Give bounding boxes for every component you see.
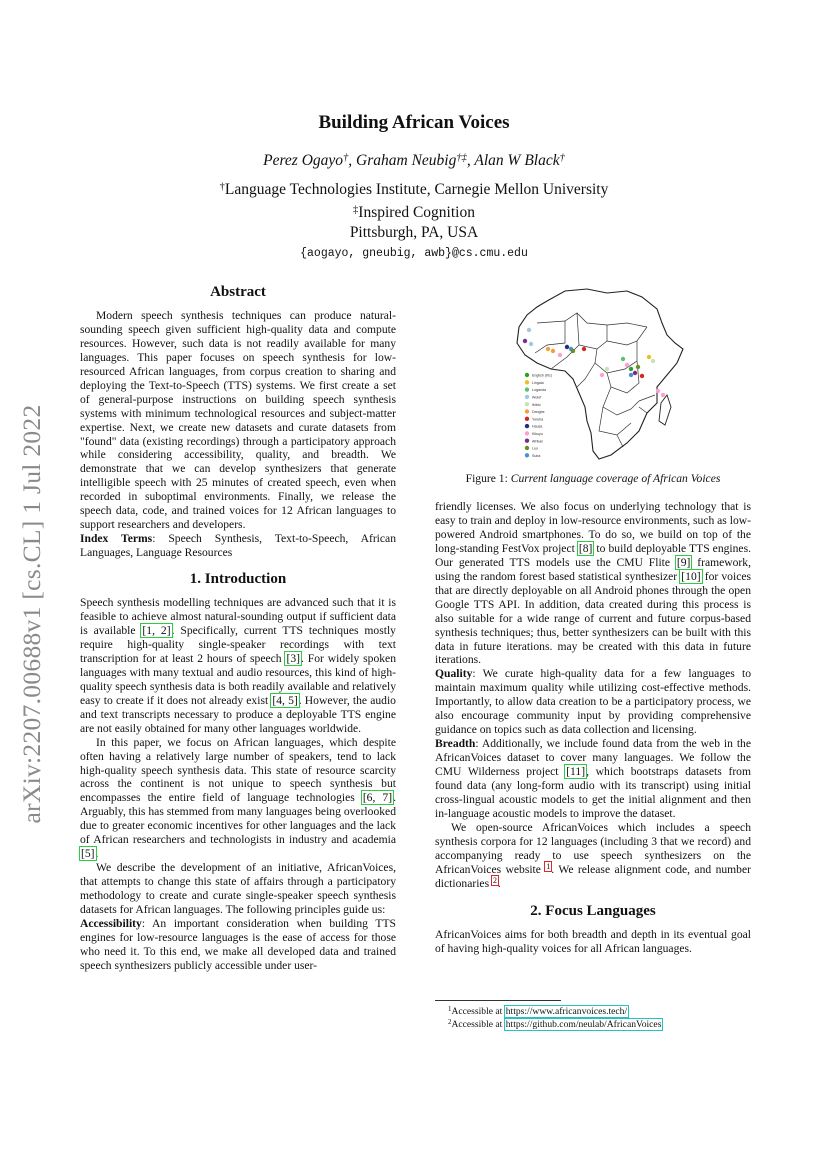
- caption-label: Figure 1:: [465, 472, 511, 485]
- country-borders: [535, 313, 655, 447]
- map-legend: [525, 373, 552, 458]
- legend-label: Ibibio: [532, 402, 541, 407]
- index-terms-text: : Speech Synthesis, Text-to-Speech, African Languages, Language Resources: [80, 532, 396, 560]
- author-list: Perez Ogayo†, Graham Neubig†‡, Alan W Black†: [263, 152, 565, 169]
- citation-link[interactable]: [9]: [676, 555, 691, 569]
- language-dot: [651, 359, 655, 363]
- legend-label: English (KE): [532, 373, 552, 378]
- accessibility-paragraph: Accessibility: An important consideration when building TTS engines for low-resource languages is the ease of access for those who need it. To this end, we make all developed data and trained speech synthesizers publicly accessible under user-: [80, 916, 396, 972]
- quality-paragraph: Quality: We curate high-quality data for a few languages to maintain maximum quality while utilizing cost-effective methods. Importantly, to allow data creation to be a participatory process, we also encourage community input by providing comprehensive guidance on topics such as data collection and licensing.: [435, 667, 751, 737]
- citation-link[interactable]: [10]: [681, 569, 701, 583]
- legend-label: Suba: [532, 453, 541, 458]
- caption-text: Current language coverage of African Voices: [510, 472, 721, 485]
- breadth-paragraph: Breadth: Additionally, we include found data from the web in the AfricanVoices dataset to cover many languages. We follow the CMU Wilderness project [11], which bootstraps datasets from found data (any long-form audio with its transcript) using initial cross-lingual acoustic models to get the initial alignment and then in-language acoustic models to improve the dataset.: [435, 737, 751, 820]
- legend-swatch: [525, 409, 529, 413]
- citation-link[interactable]: [8]: [578, 541, 593, 555]
- citation-link[interactable]: [1, 2]: [142, 623, 171, 637]
- language-dot: [565, 345, 569, 349]
- footnote-url[interactable]: https://www.africanvoices.tech/: [505, 1006, 628, 1017]
- language-dot: [621, 357, 625, 361]
- legend-label: Hausa: [532, 424, 543, 429]
- footnotes: [448, 1006, 748, 1032]
- legend-label: Dangbe: [532, 410, 545, 415]
- right-column: [435, 500, 751, 956]
- language-dot: [640, 374, 644, 378]
- legend-label: Kikuyu: [532, 432, 543, 436]
- footnote-divider: [435, 1000, 561, 1001]
- legend-swatch: [525, 417, 529, 421]
- citation-link[interactable]: [3]: [286, 651, 300, 665]
- legend-swatch: [525, 446, 529, 450]
- legend-swatch: [525, 439, 529, 443]
- language-dot: [647, 355, 651, 359]
- abstract-text: Modern speech synthesis techniques can produce natural-sounding speech given sufficient high-quality data and compute resources. However, such data is not readily available for many languages. This paper focuses on speech synthesis for low-resourced African languages, from corpus creation to sharing and deploying the Text-to-Speech (TTS) systems. We first create a set of general-purpose instructions on building speech synthesis systems with minimum technological resources and subject-matter expertise. Next, we create new datasets and curate datasets from "found" data (existing recordings) through a participatory approach while considering accessibility, quality, and breadth. We demonstrate that we can develop synthesizers that generate intelligible speech with 25 minutes of created speech, even when recorded in suboptimal environments. Finally, we release the speech data, code, and trained voices for 12 African languages to support researchers and developers.: [80, 308, 396, 532]
- language-dot: [633, 371, 637, 375]
- legend-swatch: [525, 373, 529, 377]
- language-dot: [636, 365, 640, 369]
- legend-swatch: [525, 387, 529, 391]
- author-mark: †‡: [456, 152, 467, 164]
- author-email: {aogayo, gneubig, awb}@cs.cmu.edu: [300, 247, 528, 260]
- language-dot: [600, 373, 604, 377]
- affiliation-text: Inspired Cognition: [358, 204, 475, 221]
- left-column: [80, 286, 396, 973]
- intro-paragraph: We describe the development of an initiative, AfricanVoices, that attempts to change this state of affairs through a participatory methodology to create and curate single-speaker speech synthesis datasets for African languages. The following principles guide us:: [80, 861, 396, 917]
- language-dot: [629, 367, 633, 371]
- affiliation: [0, 224, 828, 242]
- language-dots: [523, 328, 665, 397]
- affiliation-mark: †: [219, 181, 225, 193]
- madagascar-outline: [659, 395, 671, 425]
- footnote-url[interactable]: https://github.com/neulab/AfricanVoices: [505, 1018, 662, 1030]
- author-name: Graham Neubig: [356, 152, 457, 169]
- legend-swatch: [525, 424, 529, 428]
- citation-link[interactable]: [4, 5]: [272, 693, 298, 707]
- quality-label: Quality: [435, 667, 473, 681]
- language-dot: [529, 342, 533, 346]
- focus-paragraph: AfricanVoices aims for both breadth and depth in its eventual goal of having high-quality voices for all African languages.: [435, 927, 751, 955]
- affiliation-text: Pittsburgh, PA, USA: [349, 224, 479, 241]
- legend-label: Wolof: [532, 395, 542, 400]
- author-mark: †: [343, 152, 349, 164]
- index-terms-label: Index Terms: [80, 532, 153, 546]
- citation-link[interactable]: [5]: [81, 847, 95, 861]
- open-source-paragraph: We open-source AfricanVoices which includes a speech synthesis corpora for 12 languages (including 3 that we record) and accompanying ready to use speech synthesizers on the AfricanVoices website $^1$. We release alignment code, and number dictionaries $^2$.: [435, 820, 751, 890]
- breadth-label: Breadth: [435, 737, 476, 751]
- legend-swatch: [525, 402, 529, 406]
- africa-language-map: [507, 283, 687, 463]
- intro-paragraph: friendly licenses. We also focus on underlying technology that is easy to train and deploy in low-resource environments, such as low-powered Android smartphones. To do so, we build on top of the long-standing FestVox project [8] to build deployable TTS engines. Our generated TTS models use the CMU Flite [9] framework, using the random forest based statistical synthesizer [10] for voices that are directly deployable on all Android phones through the open Google TTS API. In addition, data created during this process is also suitable for a wide range of current and future corpus-based synthesis techniques; thus, better synthesizers can be built with this data in future iterations. may be created with this data in future iterations.: [435, 500, 752, 667]
- language-dot: [656, 389, 660, 393]
- author-name: Perez Ogayo: [263, 152, 344, 169]
- intro-paragraph: In this paper, we focus on African languages, which despite often having a relatively large number of speakers, tend to lack high-quality speech synthesis data. This state of resource scarcity across the continent is not unique to speech synthesis but encompasses the entire field of language technologies [6, 7]. Arguably, this has stemmed from many languages being overlooked due to greater economic incentives for other languages and the lack of African researchers and technologists in industry and academia [5].: [80, 735, 396, 861]
- footnote-link[interactable]: 1: [546, 862, 551, 872]
- language-dot: [661, 393, 665, 397]
- accessibility-label: Accessibility: [80, 916, 142, 930]
- legend-label: Luganda: [532, 388, 546, 393]
- legend-label: Yoruba: [532, 417, 544, 422]
- introduction-heading: 1. Introduction: [189, 571, 287, 588]
- footnote: $^1$Accessible at https://www.africanvoices.tech/: [448, 1005, 628, 1017]
- legend-label: Lingala: [532, 380, 544, 385]
- affiliation: [0, 204, 828, 222]
- figure-caption: [435, 472, 751, 485]
- language-dot: [605, 367, 609, 371]
- author-mark: †: [559, 152, 565, 164]
- language-dot: [551, 349, 555, 353]
- language-dot: [571, 349, 575, 353]
- footnote-mark: 1: [448, 1005, 452, 1013]
- language-dot: [523, 339, 527, 343]
- legend-label: Afrikan: [532, 439, 544, 444]
- map-svg: [507, 283, 687, 463]
- language-dot: [527, 328, 531, 332]
- arxiv-identifier: arXiv:2207.00688v1 [cs.CL] 1 Jul 2022: [17, 404, 46, 824]
- focus-languages-heading: 2. Focus Languages: [530, 902, 656, 919]
- affiliation-text: Language Technologies Institute, Carnegie Mellon University: [224, 181, 609, 198]
- paper-title: Building African Voices: [318, 112, 510, 133]
- legend-swatch: [525, 395, 529, 399]
- language-dot: [629, 373, 633, 377]
- index-terms: [80, 532, 396, 560]
- legend-label: Luo: [532, 446, 538, 451]
- affiliation: [0, 181, 828, 199]
- language-dot: [546, 347, 550, 351]
- language-dot: [558, 353, 562, 357]
- footnote-link[interactable]: 2: [492, 876, 497, 886]
- legend-swatch: [525, 453, 529, 457]
- footnote: $^2$Accessible at https://github.com/neulab/AfricanVoices: [448, 1018, 662, 1030]
- citation-link[interactable]: [6, 7]: [362, 791, 393, 805]
- citation-link[interactable]: [11]: [566, 765, 586, 779]
- affiliation-mark: ‡: [353, 204, 359, 216]
- language-dot: [582, 347, 586, 351]
- arxiv-sidebar: [2, 384, 62, 844]
- author-name: Alan W Black: [474, 152, 560, 169]
- legend-swatch: [525, 380, 529, 384]
- intro-paragraph: Speech synthesis modelling techniques are advanced such that it is feasible to achieve almost natural-sounding output if sufficient data is available [1, 2]. Specifically, current TTS techniques mostly require high-quality single-speaker recordings with text transcription for at least 2 hours of speech [3]. For widely spoken languages with many textual and audio resources, this kind of high-quality speech synthesis data is both readily available and relatively easy to create if it does not already exist [4, 5]. However, the audio and text transcripts necessary to produce a deployable TTS engine are not easily obtained for many other languages worldwide.: [80, 596, 396, 735]
- abstract-heading: Abstract: [210, 284, 266, 300]
- language-dot: [625, 363, 629, 367]
- legend-swatch: [525, 431, 529, 435]
- footnote-mark: 2: [448, 1018, 452, 1026]
